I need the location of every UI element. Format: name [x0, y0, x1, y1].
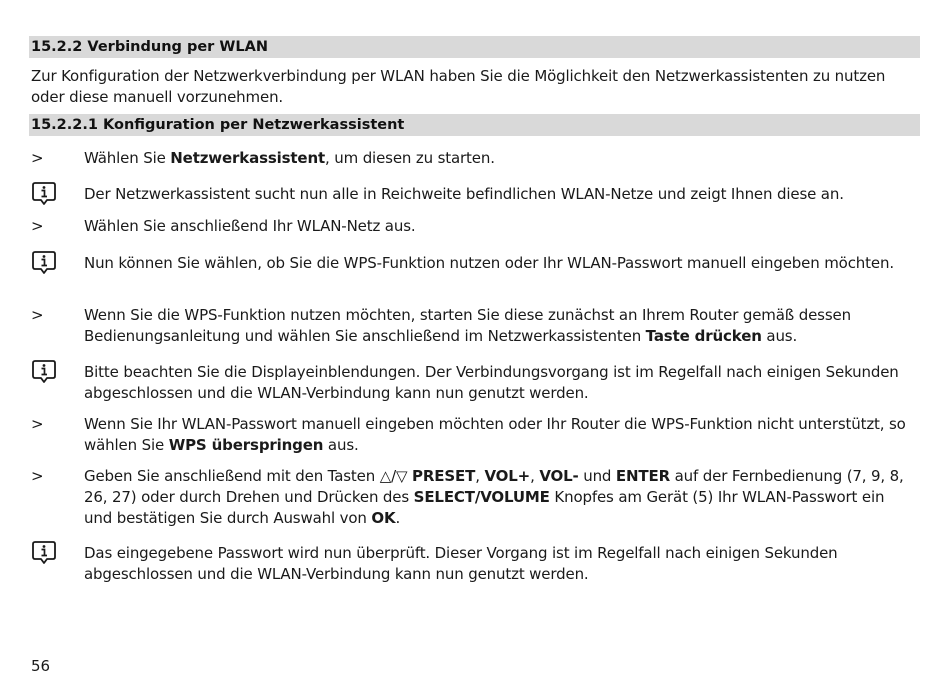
subsection-heading: 15.2.2.1 Konfiguration per Netzwerkassistent: [29, 114, 920, 136]
page-number: 56: [31, 657, 51, 675]
text-run: und: [578, 467, 616, 485]
text-run: Der Netzwerkassistent sucht nun alle in Reichweite befindlichen WLAN-Netze und zeigt Ihnen diese an.: [84, 185, 844, 203]
text-run: Das eingegebene Passwort wird nun überprüft. Dieser Vorgang ist im Regelfall nach einigen Sekunden abgeschlossen und die WLAN-Verbindung kann nun genutzt werden.: [84, 544, 838, 583]
bold-term: SELECT/VOLUME: [413, 488, 550, 506]
arrow-marker: >: [31, 306, 44, 324]
text-run: auf der Fernbedienung (7, 9, 8, 26, 27) oder durch Drehen und Drücken des: [84, 467, 904, 506]
text-run: ,: [475, 467, 485, 485]
step-text: [84, 414, 914, 456]
arrow-marker: >: [31, 467, 44, 485]
text-run: Wählen Sie anschließend Ihr WLAN-Netz aus.: [84, 217, 416, 235]
info-text: [84, 543, 914, 585]
info-text: [84, 184, 914, 205]
text-run: Bitte beachten Sie die Displayeinblendungen. Der Verbindungsvorgang ist im Regelfall nach einigen Sekunden abgeschlossen und die WLAN-Verbindung kann nun genutzt werden.: [84, 363, 899, 402]
step-text: [84, 148, 914, 169]
info-icon: [31, 539, 61, 565]
info-text: [84, 253, 914, 274]
text-run: Wenn Sie Ihr WLAN-Passwort manuell eingeben möchten oder Ihr Router die WPS-Funktion nicht unterstützt, so wählen Sie: [84, 415, 906, 454]
text-run: Nun können Sie wählen, ob Sie die WPS-Funktion nutzen oder Ihr WLAN-Passwort manuell eingeben möchten.: [84, 254, 894, 272]
bold-term: ENTER: [615, 467, 671, 485]
text-run: Wenn Sie die WPS-Funktion nutzen möchten, starten Sie diese zunächst an Ihrem Router gemäß dessen Bedienungsanleitung und wählen Sie anschließend im Netzwerkassistenten: [84, 306, 851, 345]
bold-term: PRESET: [412, 467, 476, 485]
text-run: Geben Sie anschließend mit den Tasten △/▽: [84, 467, 412, 485]
text-run: .: [395, 509, 401, 527]
text-run: Knopfes am Gerät (5) Ihr WLAN-Passwort ein und bestätigen Sie durch Auswahl von: [84, 488, 885, 527]
step-text: [84, 305, 914, 347]
arrow-marker: >: [31, 415, 44, 433]
text-run: aus.: [323, 436, 359, 454]
step-text: [84, 466, 914, 529]
bold-term: Taste drücken: [645, 327, 762, 345]
text-run: aus.: [761, 327, 798, 345]
info-icon: [31, 358, 61, 384]
text-run: Wählen Sie: [84, 149, 171, 167]
arrow-marker: >: [31, 217, 44, 235]
info-icon: [31, 180, 61, 206]
bold-term: OK: [371, 509, 396, 527]
step-text: [84, 216, 914, 237]
arrow-marker: >: [31, 149, 44, 167]
info-icon: [31, 249, 61, 275]
bold-term: VOL+: [484, 467, 531, 485]
text-run: , um diesen zu starten.: [325, 149, 495, 167]
bold-term: WPS überspringen: [168, 436, 324, 454]
section-intro: Zur Konfiguration der Netzwerkverbindung per WLAN haben Sie die Möglichkeit den Netzwerkassistenten zu nutzen oder diese manuell vorzunehmen.: [31, 67, 886, 106]
section-heading: 15.2.2 Verbindung per WLAN: [29, 36, 920, 58]
info-text: [84, 362, 914, 404]
text-run: ,: [530, 467, 540, 485]
bold-term: VOL-: [539, 467, 579, 485]
bold-term: Netzwerkassistent: [170, 149, 326, 167]
